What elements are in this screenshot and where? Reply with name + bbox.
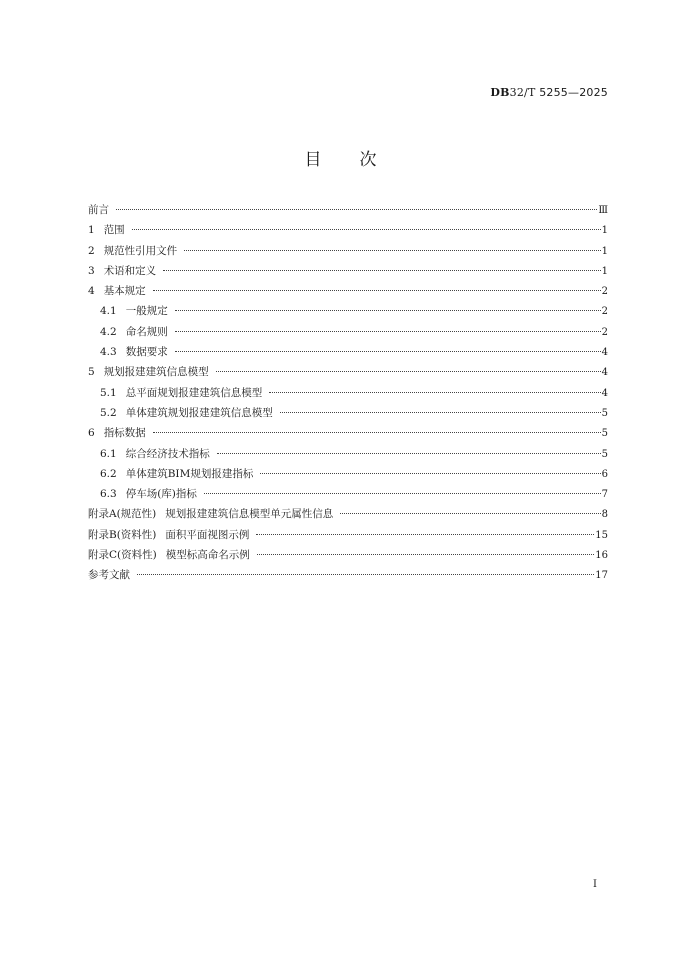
toc-entry-label: 术语和定义 [103, 264, 157, 277]
standard-code-suffix: 32/T [509, 86, 536, 99]
toc-entry-number: 1 [88, 224, 95, 237]
toc-entry-number: 3 [88, 264, 95, 277]
toc-entry[interactable] [88, 403, 608, 423]
toc-entry-page: 4 [601, 387, 608, 399]
dot-leader [137, 574, 594, 575]
toc-entry[interactable] [88, 281, 608, 301]
toc-entry-page: 1 [601, 225, 608, 237]
page-number: Ⅰ [593, 879, 597, 890]
table-of-contents [88, 200, 608, 586]
toc-entry-page: 6 [601, 468, 608, 480]
dot-leader [153, 290, 601, 291]
toc-entry-number: 4 [88, 285, 95, 298]
toc-entry-label: 命名规则 [125, 325, 168, 338]
toc-entry[interactable] [88, 301, 608, 321]
toc-entry-page: 1 [601, 265, 608, 277]
toc-entry-number: 4.2 [100, 325, 117, 338]
toc-entry-label: 综合经济技术指标 [125, 447, 210, 460]
toc-entry-page: Ⅲ [598, 205, 608, 216]
toc-entry[interactable] [88, 423, 608, 443]
toc-entry-label: 前言 [88, 204, 109, 216]
toc-entry-page: 17 [595, 570, 608, 582]
toc-entry-page: 4 [601, 367, 608, 379]
toc-entry-label: 单体建筑规划报建建筑信息模型 [125, 406, 273, 419]
standard-code [490, 86, 608, 99]
toc-entry-label: 指标数据 [103, 427, 146, 440]
toc-entry-page: 1 [601, 245, 608, 257]
toc-title: 目次 [304, 150, 415, 170]
toc-entry-label: 模型标高命名示例 [165, 549, 250, 562]
toc-entry-page: 8 [601, 509, 608, 521]
toc-entry-number: 6.2 [100, 467, 117, 480]
toc-entry-number: 4.1 [100, 305, 117, 318]
dot-leader [204, 493, 601, 494]
toc-entry-page: 5 [601, 428, 608, 440]
toc-entry-label: 面积平面视图示例 [165, 528, 250, 541]
toc-entry-number: 4.3 [100, 346, 117, 359]
toc-entry[interactable] [88, 220, 608, 240]
toc-entry-page: 5 [601, 448, 608, 460]
dot-leader [269, 392, 600, 393]
toc-entry[interactable] [88, 504, 608, 524]
toc-entry-label: 规划报建建筑信息模型 [103, 366, 209, 379]
toc-entry-page: 2 [601, 326, 608, 338]
toc-entry-number: 5 [88, 366, 95, 379]
toc-entry-label: 停车场(库)指标 [125, 488, 197, 501]
toc-entry-number: 附录B(资料性) [88, 528, 157, 541]
toc-entry-label: 参考文献 [88, 569, 130, 582]
toc-entry-label: 总平面规划报建建筑信息模型 [125, 386, 263, 399]
toc-entry[interactable] [88, 565, 608, 585]
toc-entry-label: 规范性引用文件 [103, 244, 178, 257]
toc-entry-page: 5 [601, 407, 608, 419]
toc-entry[interactable] [88, 383, 608, 403]
toc-entry[interactable] [88, 342, 608, 362]
toc-entry-page: 4 [601, 347, 608, 359]
toc-entry-label: 规划报建建筑信息模型单元属性信息 [165, 508, 334, 521]
dot-leader [153, 432, 601, 433]
toc-entry[interactable] [88, 525, 608, 545]
standard-code-prefix: DB [490, 86, 510, 99]
dot-leader [216, 371, 601, 372]
dot-leader [116, 209, 597, 210]
dot-leader [340, 513, 600, 514]
toc-entry-page: 15 [595, 529, 608, 541]
toc-entry-page: 16 [595, 550, 608, 562]
dot-leader [260, 473, 600, 474]
toc-entry-page: 7 [601, 489, 608, 501]
toc-entry[interactable] [88, 464, 608, 484]
toc-entry[interactable] [88, 261, 608, 281]
toc-entry-label: 基本规定 [103, 285, 146, 298]
toc-entry-number: 6.3 [100, 488, 117, 501]
toc-entry[interactable] [88, 322, 608, 342]
toc-entry-page: 2 [601, 306, 608, 318]
toc-entry[interactable] [88, 241, 608, 261]
standard-code-number: 5255—2025 [539, 86, 608, 99]
toc-entry-number: 6.1 [100, 447, 117, 460]
toc-entry-label: 一般规定 [125, 305, 168, 318]
dot-leader [256, 534, 594, 535]
toc-entry[interactable] [88, 545, 608, 565]
dot-leader [175, 310, 601, 311]
dot-leader [217, 453, 601, 454]
dot-leader [184, 250, 600, 251]
toc-entry[interactable] [88, 444, 608, 464]
dot-leader [132, 229, 601, 230]
dot-leader [280, 412, 601, 413]
toc-entry[interactable] [88, 200, 608, 220]
toc-entry-number: 6 [88, 427, 95, 440]
toc-entry-number: 附录C(资料性) [88, 549, 157, 562]
toc-entry-number: 2 [88, 244, 95, 257]
toc-entry-label: 数据要求 [125, 346, 168, 359]
toc-entry-label: 范围 [103, 224, 125, 237]
toc-entry[interactable] [88, 362, 608, 382]
toc-entry-page: 2 [601, 286, 608, 298]
toc-entry-number: 附录A(规范性) [88, 508, 157, 521]
dot-leader [163, 270, 600, 271]
toc-entry-label: 单体建筑BIM规划报建指标 [125, 467, 254, 480]
dot-leader [257, 554, 595, 555]
toc-entry[interactable] [88, 484, 608, 504]
dot-leader [175, 351, 601, 352]
toc-entry-number: 5.2 [100, 406, 117, 419]
toc-entry-number: 5.1 [100, 386, 117, 399]
dot-leader [175, 331, 601, 332]
